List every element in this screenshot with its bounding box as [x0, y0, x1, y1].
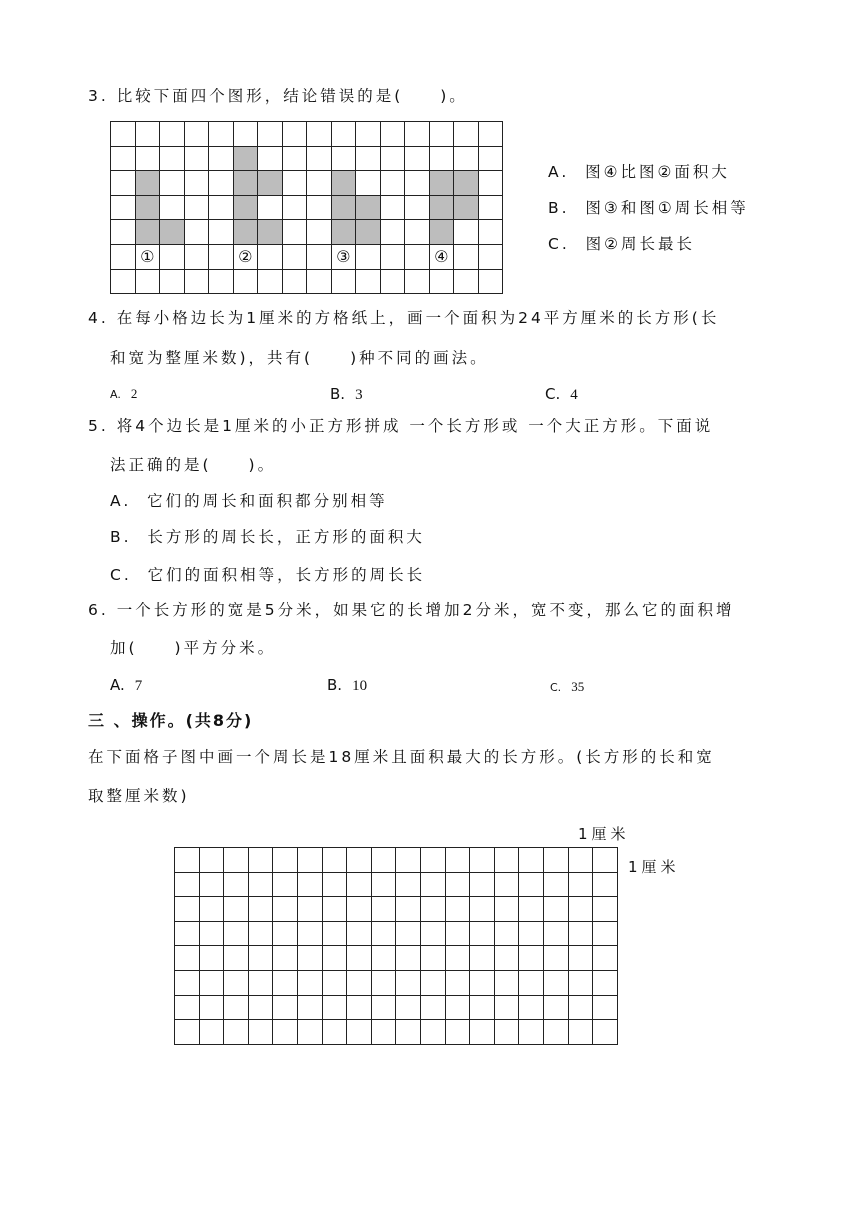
drawing-cell[interactable] [519, 995, 544, 1020]
grid-cell [356, 171, 381, 196]
shaded-cell [258, 220, 283, 245]
section3-heading: 三 、操作。(共8分) [88, 711, 254, 730]
drawing-cell[interactable] [199, 921, 224, 946]
drawing-cell[interactable] [273, 995, 298, 1020]
drawing-cell[interactable] [175, 995, 200, 1020]
figure-label: ④ [429, 244, 454, 269]
shaded-cell [331, 195, 356, 220]
drawing-cell[interactable] [543, 921, 568, 946]
grid-cell [135, 146, 160, 171]
drawing-cell[interactable] [175, 970, 200, 995]
grid-cell [258, 195, 283, 220]
drawing-cell[interactable] [347, 970, 372, 995]
drawing-cell[interactable] [297, 897, 322, 922]
drawing-cell[interactable] [543, 872, 568, 897]
grid-cell [209, 195, 234, 220]
drawing-cell[interactable] [470, 848, 495, 873]
drawing-cell[interactable] [470, 921, 495, 946]
drawing-cell[interactable] [224, 921, 249, 946]
drawing-cell[interactable] [470, 872, 495, 897]
drawing-cell[interactable] [543, 970, 568, 995]
drawing-cell[interactable] [519, 872, 544, 897]
q6-option-c[interactable]: C. 35 [550, 679, 585, 694]
q5-option-a[interactable]: A. 它们的周长和面积都分别相等 [110, 492, 388, 510]
grid-cell [160, 269, 185, 294]
q3-shape-grid [110, 121, 503, 294]
shaded-cell [160, 220, 185, 245]
drawing-cell[interactable] [371, 848, 396, 873]
drawing-cell[interactable] [199, 872, 224, 897]
shaded-cell [233, 171, 258, 196]
drawing-cell[interactable] [494, 970, 519, 995]
drawing-cell[interactable] [470, 995, 495, 1020]
grid-cell [209, 171, 234, 196]
grid-cell [356, 146, 381, 171]
drawing-cell[interactable] [494, 995, 519, 1020]
drawing-cell[interactable] [470, 897, 495, 922]
drawing-cell[interactable] [543, 1020, 568, 1045]
grid-cell [258, 269, 283, 294]
drawing-cell[interactable] [175, 897, 200, 922]
drawing-cell[interactable] [445, 897, 470, 922]
shaded-cell [429, 171, 454, 196]
q3-option-c[interactable]: C. 图②周长最长 [548, 235, 696, 253]
grid-cell [478, 122, 503, 147]
q3-option-a[interactable]: A. 图④比图②面积大 [548, 163, 730, 181]
q4-option-b[interactable]: B. 3 [330, 385, 363, 403]
drawing-cell[interactable] [593, 897, 618, 922]
grid-cell [258, 244, 283, 269]
drawing-cell[interactable] [199, 848, 224, 873]
drawing-cell[interactable] [297, 848, 322, 873]
drawing-cell[interactable] [248, 995, 273, 1020]
shaded-cell [233, 146, 258, 171]
drawing-cell[interactable] [396, 897, 421, 922]
drawing-cell[interactable] [224, 1020, 249, 1045]
drawing-cell[interactable] [519, 1020, 544, 1045]
drawing-cell[interactable] [297, 921, 322, 946]
drawing-cell[interactable] [273, 970, 298, 995]
shaded-cell [135, 220, 160, 245]
drawing-cell[interactable] [396, 946, 421, 971]
drawing-cell[interactable] [519, 946, 544, 971]
shaded-cell [135, 171, 160, 196]
drawing-cell[interactable] [347, 995, 372, 1020]
drawing-cell[interactable] [396, 995, 421, 1020]
drawing-cell[interactable] [371, 921, 396, 946]
drawing-cell[interactable] [396, 921, 421, 946]
grid-cell [307, 269, 332, 294]
drawing-cell[interactable] [297, 970, 322, 995]
drawing-cell[interactable] [519, 848, 544, 873]
grid-cell [135, 269, 160, 294]
drawing-cell[interactable] [224, 995, 249, 1020]
grid-cell [405, 122, 430, 147]
drawing-cell[interactable] [420, 995, 445, 1020]
drawing-cell[interactable] [322, 946, 347, 971]
shaded-cell [429, 220, 454, 245]
figure-label: ② [233, 244, 258, 269]
drawing-cell[interactable] [494, 921, 519, 946]
grid-cell [282, 146, 307, 171]
grid-cell [380, 146, 405, 171]
drawing-cell[interactable] [347, 946, 372, 971]
grid-cell [111, 171, 136, 196]
q3-stem: 3. 比较下面四个图形，结论错误的是( )。 [88, 87, 468, 105]
drawing-cell[interactable] [420, 946, 445, 971]
drawing-cell[interactable] [175, 1020, 200, 1045]
drawing-cell[interactable] [347, 848, 372, 873]
drawing-cell[interactable] [543, 848, 568, 873]
drawing-cell[interactable] [420, 872, 445, 897]
grid-cell [307, 244, 332, 269]
q5-option-b[interactable]: B. 长方形的周长长，正方形的面积大 [110, 528, 425, 546]
q4-stem-line1: 4. 在每小格边长为1厘米的方格纸上，画一个面积为24平方厘米的长方形(长 [88, 309, 720, 327]
grid-cell [380, 269, 405, 294]
drawing-cell[interactable] [445, 848, 470, 873]
drawing-cell[interactable] [248, 1020, 273, 1045]
grid-cell [111, 122, 136, 147]
q6-stem-line1: 6. 一个长方形的宽是5分米，如果它的长增加2分米，宽不变，那么它的面积增 [88, 601, 735, 619]
drawing-cell[interactable] [273, 897, 298, 922]
drawing-cell[interactable] [347, 897, 372, 922]
drawing-cell[interactable] [371, 1020, 396, 1045]
drawing-cell[interactable] [297, 995, 322, 1020]
drawing-cell[interactable] [224, 946, 249, 971]
drawing-cell[interactable] [224, 970, 249, 995]
grid-cell [111, 220, 136, 245]
grid-cell [405, 146, 430, 171]
drawing-cell[interactable] [593, 1020, 618, 1045]
drawing-cell[interactable] [248, 897, 273, 922]
drawing-cell[interactable] [347, 921, 372, 946]
drawing-cell[interactable] [494, 897, 519, 922]
drawing-cell[interactable] [224, 848, 249, 873]
drawing-cell[interactable] [543, 897, 568, 922]
grid-cell [111, 195, 136, 220]
grid-cell [405, 244, 430, 269]
q5-stem-line2: 法正确的是( )。 [110, 456, 277, 474]
shaded-cell [454, 195, 479, 220]
drawing-cell[interactable] [519, 897, 544, 922]
grid-cell [184, 146, 209, 171]
unit-label-top: 1厘米 [578, 825, 630, 843]
grid-cell [307, 195, 332, 220]
drawing-cell[interactable] [297, 946, 322, 971]
shaded-cell [135, 195, 160, 220]
grid-cell [356, 269, 381, 294]
drawing-cell[interactable] [396, 872, 421, 897]
drawing-cell[interactable] [445, 995, 470, 1020]
drawing-cell[interactable] [248, 921, 273, 946]
grid-cell [454, 220, 479, 245]
grid-cell [380, 171, 405, 196]
drawing-cell[interactable] [593, 921, 618, 946]
grid-cell [429, 146, 454, 171]
drawing-cell[interactable] [322, 921, 347, 946]
grid-cell [209, 122, 234, 147]
grid-cell [478, 146, 503, 171]
grid-cell [233, 269, 258, 294]
drawing-cell[interactable] [175, 946, 200, 971]
drawing-cell[interactable] [470, 946, 495, 971]
grid-cell [429, 122, 454, 147]
q4-option-a[interactable]: A. 2 [110, 386, 138, 401]
shaded-cell [356, 220, 381, 245]
drawing-cell[interactable] [568, 995, 593, 1020]
drawing-cell[interactable] [273, 921, 298, 946]
grid-cell [405, 220, 430, 245]
grid-cell [282, 244, 307, 269]
drawing-cell[interactable] [470, 970, 495, 995]
grid-cell [478, 269, 503, 294]
shaded-cell [356, 195, 381, 220]
shaded-cell [258, 171, 283, 196]
grid-cell [282, 195, 307, 220]
drawing-cell[interactable] [568, 848, 593, 873]
drawing-cell[interactable] [494, 872, 519, 897]
grid-cell [282, 220, 307, 245]
drawing-cell[interactable] [347, 872, 372, 897]
drawing-cell[interactable] [347, 1020, 372, 1045]
drawing-cell[interactable] [199, 946, 224, 971]
drawing-cell[interactable] [593, 995, 618, 1020]
grid-cell [184, 171, 209, 196]
q6-option-a[interactable]: A. 7 [110, 676, 143, 694]
drawing-cell[interactable] [568, 970, 593, 995]
grid-cell [160, 171, 185, 196]
grid-cell [454, 146, 479, 171]
grid-cell [380, 195, 405, 220]
q3-option-b[interactable]: B. 图③和图①周长相等 [548, 199, 749, 217]
drawing-cell[interactable] [248, 848, 273, 873]
drawing-cell[interactable] [494, 848, 519, 873]
shaded-cell [331, 171, 356, 196]
grid-cell [454, 269, 479, 294]
drawing-cell[interactable] [543, 946, 568, 971]
drawing-cell[interactable] [593, 848, 618, 873]
drawing-cell[interactable] [568, 872, 593, 897]
drawing-cell[interactable] [568, 1020, 593, 1045]
grid-cell [184, 269, 209, 294]
grid-cell [331, 269, 356, 294]
drawing-cell[interactable] [322, 872, 347, 897]
grid-cell [209, 220, 234, 245]
grid-cell [258, 146, 283, 171]
drawing-cell[interactable] [322, 995, 347, 1020]
grid-cell [184, 195, 209, 220]
drawing-cell[interactable] [568, 921, 593, 946]
shaded-cell [233, 195, 258, 220]
shaded-cell [233, 220, 258, 245]
grid-cell [258, 122, 283, 147]
drawing-cell[interactable] [593, 970, 618, 995]
shaded-cell [454, 171, 479, 196]
grid-cell [331, 122, 356, 147]
q5-stem-line1: 5. 将4个边长是1厘米的小正方形拼成 一个长方形或 一个大正方形。下面说 [88, 417, 714, 435]
drawing-cell[interactable] [248, 970, 273, 995]
grid-cell [209, 269, 234, 294]
drawing-cell[interactable] [519, 970, 544, 995]
drawing-cell[interactable] [445, 872, 470, 897]
drawing-cell[interactable] [199, 1020, 224, 1045]
drawing-cell[interactable] [445, 970, 470, 995]
drawing-cell[interactable] [543, 995, 568, 1020]
drawing-cell[interactable] [175, 921, 200, 946]
shaded-cell [429, 195, 454, 220]
grid-cell [111, 244, 136, 269]
drawing-cell[interactable] [371, 995, 396, 1020]
q6-stem-line2: 加( )平方分米。 [110, 639, 277, 657]
drawing-cell[interactable] [445, 1020, 470, 1045]
drawing-cell[interactable] [199, 970, 224, 995]
drawing-cell[interactable] [396, 970, 421, 995]
grid-cell [454, 122, 479, 147]
drawing-cell[interactable] [273, 946, 298, 971]
drawing-cell[interactable] [322, 1020, 347, 1045]
drawing-cell[interactable] [519, 921, 544, 946]
grid-cell [135, 122, 160, 147]
grid-cell [405, 171, 430, 196]
grid-cell [429, 269, 454, 294]
section3-instruction-line2: 取整厘米数) [88, 787, 190, 805]
grid-cell [380, 220, 405, 245]
grid-cell [405, 269, 430, 294]
grid-cell [160, 122, 185, 147]
drawing-cell[interactable] [248, 946, 273, 971]
drawing-cell[interactable] [322, 848, 347, 873]
q5-option-c[interactable]: C. 它们的面积相等，长方形的周长长 [110, 566, 426, 584]
drawing-cell[interactable] [322, 970, 347, 995]
grid-cell [356, 244, 381, 269]
drawing-cell[interactable] [371, 970, 396, 995]
grid-cell [111, 269, 136, 294]
grid-cell [209, 146, 234, 171]
grid-cell [184, 220, 209, 245]
drawing-cell[interactable] [420, 848, 445, 873]
grid-cell [307, 220, 332, 245]
drawing-cell[interactable] [224, 897, 249, 922]
figure-label: ① [135, 244, 160, 269]
drawing-cell[interactable] [593, 872, 618, 897]
grid-cell [282, 269, 307, 294]
grid-cell [209, 244, 234, 269]
grid-cell [405, 195, 430, 220]
drawing-cell[interactable] [494, 1020, 519, 1045]
drawing-cell[interactable] [445, 946, 470, 971]
figure-label: ③ [331, 244, 356, 269]
grid-cell [478, 244, 503, 269]
grid-cell [356, 122, 381, 147]
grid-cell [307, 171, 332, 196]
grid-cell [111, 146, 136, 171]
drawing-cell[interactable] [470, 1020, 495, 1045]
drawing-cell[interactable] [593, 946, 618, 971]
drawing-cell[interactable] [273, 1020, 298, 1045]
drawing-cell[interactable] [322, 897, 347, 922]
grid-cell [478, 220, 503, 245]
grid-cell [307, 122, 332, 147]
grid-cell [478, 171, 503, 196]
section3-instruction-line1: 在下面格子图中画一个周长是18厘米且面积最大的长方形。(长方形的长和宽 [88, 748, 715, 766]
drawing-cell[interactable] [371, 946, 396, 971]
drawing-cell[interactable] [175, 848, 200, 873]
unit-label-side: 1厘米 [628, 858, 680, 876]
shaded-cell [331, 220, 356, 245]
grid-cell [307, 146, 332, 171]
drawing-cell[interactable] [568, 946, 593, 971]
drawing-cell[interactable] [396, 848, 421, 873]
drawing-cell[interactable] [273, 872, 298, 897]
drawing-grid[interactable] [174, 847, 618, 1045]
drawing-cell[interactable] [494, 946, 519, 971]
drawing-cell[interactable] [420, 1020, 445, 1045]
drawing-cell[interactable] [297, 1020, 322, 1045]
grid-cell [160, 146, 185, 171]
grid-cell [478, 195, 503, 220]
grid-cell [160, 195, 185, 220]
grid-cell [184, 122, 209, 147]
drawing-cell[interactable] [175, 872, 200, 897]
grid-cell [380, 122, 405, 147]
drawing-cell[interactable] [420, 921, 445, 946]
drawing-cell[interactable] [273, 848, 298, 873]
drawing-cell[interactable] [371, 897, 396, 922]
drawing-cell[interactable] [199, 897, 224, 922]
grid-cell [184, 244, 209, 269]
drawing-cell[interactable] [199, 995, 224, 1020]
drawing-cell[interactable] [224, 872, 249, 897]
drawing-cell[interactable] [371, 872, 396, 897]
grid-cell [282, 122, 307, 147]
drawing-cell[interactable] [248, 872, 273, 897]
q4-stem-line2: 和宽为整厘米数)，共有( )种不同的画法。 [110, 349, 489, 367]
grid-cell [160, 244, 185, 269]
grid-cell [331, 146, 356, 171]
grid-cell [233, 122, 258, 147]
q4-option-c[interactable]: C. 4 [545, 385, 578, 403]
drawing-cell[interactable] [445, 921, 470, 946]
drawing-cell[interactable] [297, 872, 322, 897]
q6-option-b[interactable]: B. 10 [327, 676, 368, 694]
drawing-cell[interactable] [568, 897, 593, 922]
drawing-cell[interactable] [420, 897, 445, 922]
grid-cell [282, 171, 307, 196]
drawing-cell[interactable] [396, 1020, 421, 1045]
grid-cell [380, 244, 405, 269]
drawing-cell[interactable] [420, 970, 445, 995]
grid-cell [454, 244, 479, 269]
